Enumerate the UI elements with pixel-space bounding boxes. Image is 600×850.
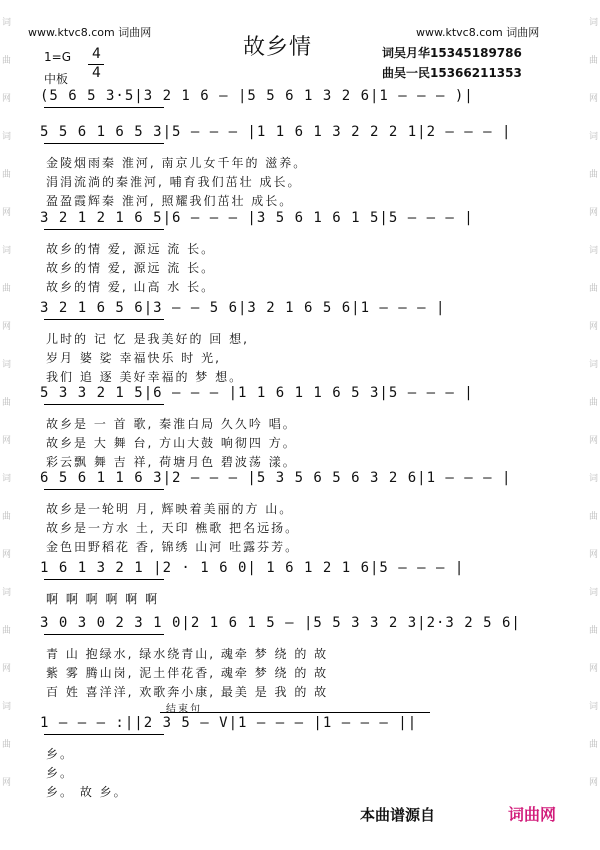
beam-line xyxy=(44,143,164,144)
watermark-glyph: 网 xyxy=(2,664,12,674)
composer-credit: 曲吴一民15366211353 xyxy=(382,66,522,80)
lyric-line: 乡。 故 乡。 xyxy=(46,785,128,799)
watermark-glyph: 词 xyxy=(588,18,598,28)
watermark-glyph: 网 xyxy=(2,208,12,218)
lyric-line: 儿时的 记 忆 是我美好的 回 想, xyxy=(46,332,249,346)
lyric-line: 啊 啊 啊 啊 啊 啊 xyxy=(46,592,160,606)
watermark-glyph: 曲 xyxy=(2,284,12,294)
lyric-line: 紫 雾 腾山岗, 泥土伴花香, 魂牵 梦 绕 的 故 xyxy=(46,666,329,680)
header-left-url-block xyxy=(28,24,151,40)
header-left-site: 词曲网 xyxy=(118,26,152,39)
watermark-glyph: 网 xyxy=(588,94,598,104)
notation-line: 3 2 1 2 1 6 5|6 — — — |3 5 6 1 6 1 5|5 — — — | xyxy=(40,210,474,226)
lyric-line: 故乡是一轮明 月, 辉映着美丽的方 山。 xyxy=(46,502,294,516)
watermark-glyph: 曲 xyxy=(2,512,12,522)
lyric-line: 故乡是一方水 土, 天印 樵歌 把名远扬。 xyxy=(46,521,300,535)
lyric-line: 故乡的情 爱, 山高 水 长。 xyxy=(46,280,216,294)
beam-line xyxy=(44,489,164,490)
notation-line: 1 — — — :||2 3 5 — V|1 — — — |1 — — — || xyxy=(40,715,418,731)
lyric-line: 百 姓 喜洋洋, 欢歌奔小康, 最美 是 我 的 故 xyxy=(46,685,329,699)
watermark-glyph: 曲 xyxy=(588,284,598,294)
notation-line: 1 6 1 3 2 1 |2 · 1 6 0| 1 6 1 2 1 6|5 — — — | xyxy=(40,560,465,576)
watermark-glyph: 曲 xyxy=(588,740,598,750)
watermark-glyph: 曲 xyxy=(588,56,598,66)
watermark-glyph: 词 xyxy=(588,132,598,142)
lyric-line: 岁月 婆 娑 幸福快乐 时 光, xyxy=(46,351,221,365)
lyricist-credit: 词吴月华15345189786 xyxy=(382,46,522,60)
beam-line xyxy=(44,319,164,320)
lyric-line: 盈盈霞辉秦 淮河, 照耀我们茁壮 成长。 xyxy=(46,194,294,208)
watermark-glyph: 曲 xyxy=(2,170,12,180)
beam-line xyxy=(44,404,164,405)
header-right-url-block xyxy=(416,24,539,40)
time-signature-bottom: 4 xyxy=(92,65,101,81)
watermark-glyph: 词 xyxy=(2,246,12,256)
lyric-line: 我们 追 逐 美好幸福的 梦 想。 xyxy=(46,370,244,384)
beam-line xyxy=(44,229,164,230)
lyric-line: 金陵烟雨秦 淮河, 南京儿女千年的 滋养。 xyxy=(46,156,308,170)
source-site-name: 词曲网 xyxy=(508,805,557,824)
left-watermark-column xyxy=(0,0,14,850)
watermark-glyph: 网 xyxy=(588,208,598,218)
lyric-line: 青 山 抱绿水, 绿水绕青山, 魂牵 梦 绕 的 故 xyxy=(46,647,329,661)
time-signature-top: 4 xyxy=(92,46,101,62)
lyric-line: 彩云飘 舞 吉 祥, 荷塘月色 碧波荡 漾。 xyxy=(46,455,297,469)
song-title: 故乡情 xyxy=(243,35,313,60)
watermark-glyph: 网 xyxy=(588,322,598,332)
watermark-glyph: 网 xyxy=(588,550,598,560)
header-left-url: www.ktvc8.com xyxy=(28,26,115,39)
notation-line: (5 6 5 3·5|3 2 1 6 — |5 5 6 1 3 2 6|1 — — — )| xyxy=(40,88,474,104)
key-signature: 1=G xyxy=(44,50,71,64)
notation-line: 6 5 6 1 1 6 3|2 — — — |5 3 5 6 5 6 3 2 6|1 — — — | xyxy=(40,470,512,486)
watermark-glyph: 曲 xyxy=(588,512,598,522)
watermark-glyph: 词 xyxy=(2,474,12,484)
watermark-glyph: 词 xyxy=(588,702,598,712)
watermark-glyph: 曲 xyxy=(2,398,12,408)
watermark-glyph: 曲 xyxy=(588,170,598,180)
notation-line: 5 3 3 2 1 5|6 — — — |1 1 6 1 1 6 5 3|5 — — — | xyxy=(40,385,474,401)
watermark-glyph: 网 xyxy=(2,94,12,104)
watermark-glyph: 曲 xyxy=(2,56,12,66)
lyric-line: 故乡是 一 首 歌, 秦淮白局 久久吟 唱。 xyxy=(46,417,297,431)
lyric-line: 故乡的情 爱, 源远 流 长。 xyxy=(46,242,216,256)
watermark-glyph: 词 xyxy=(2,702,12,712)
notation-line: 3 2 1 6 5 6|3 — — 5 6|3 2 1 6 5 6|1 — — — | xyxy=(40,300,446,316)
lyric-line: 故乡的情 爱, 源远 流 长。 xyxy=(46,261,216,275)
watermark-glyph: 网 xyxy=(588,664,598,674)
watermark-glyph: 词 xyxy=(2,588,12,598)
ending-bracket xyxy=(160,712,430,713)
watermark-glyph: 曲 xyxy=(588,398,598,408)
watermark-glyph: 网 xyxy=(2,550,12,560)
watermark-glyph: 网 xyxy=(588,778,598,788)
lyric-line: 故乡是 大 舞 台, 方山大鼓 响彻四 方。 xyxy=(46,436,297,450)
lyric-line: 涓涓流淌的秦淮河, 哺育我们茁壮 成长。 xyxy=(46,175,302,189)
watermark-glyph: 曲 xyxy=(2,626,12,636)
beam-line xyxy=(44,579,164,580)
watermark-glyph: 网 xyxy=(2,322,12,332)
source-label: 本曲谱源自 xyxy=(360,806,436,824)
ending-phrase-mark: 结束句 xyxy=(166,704,202,715)
notation-line: 5 5 6 1 6 5 3|5 — — — |1 1 6 1 3 2 2 2 1|2 — — — | xyxy=(40,124,512,140)
watermark-glyph: 词 xyxy=(588,360,598,370)
header-right-site: 词曲网 xyxy=(506,26,540,39)
watermark-glyph: 词 xyxy=(588,588,598,598)
watermark-glyph: 曲 xyxy=(588,626,598,636)
watermark-glyph: 词 xyxy=(2,132,12,142)
lyric-line: 金色田野稻花 香, 锦绣 山河 吐露芬芳。 xyxy=(46,540,300,554)
beam-line xyxy=(44,734,164,735)
beam-line xyxy=(44,634,164,635)
right-watermark-column xyxy=(586,0,600,850)
watermark-glyph: 词 xyxy=(588,474,598,484)
header-right-url: www.ktvc8.com xyxy=(416,26,503,39)
watermark-glyph: 词 xyxy=(588,246,598,256)
watermark-glyph: 网 xyxy=(2,436,12,446)
watermark-glyph: 网 xyxy=(2,778,12,788)
notation-line: 3 0 3 0 2 3 1 0|2 1 6 1 5 — |5 5 3 3 2 3|2·3 2 5 6| xyxy=(40,615,521,631)
watermark-glyph: 网 xyxy=(588,436,598,446)
watermark-glyph: 词 xyxy=(2,360,12,370)
watermark-glyph: 曲 xyxy=(2,740,12,750)
tempo-marking: 中板 xyxy=(44,72,69,86)
lyric-line: 乡。 xyxy=(46,747,75,761)
watermark-glyph: 词 xyxy=(2,18,12,28)
beam-line xyxy=(44,107,164,108)
lyric-line: 乡。 xyxy=(46,766,75,780)
